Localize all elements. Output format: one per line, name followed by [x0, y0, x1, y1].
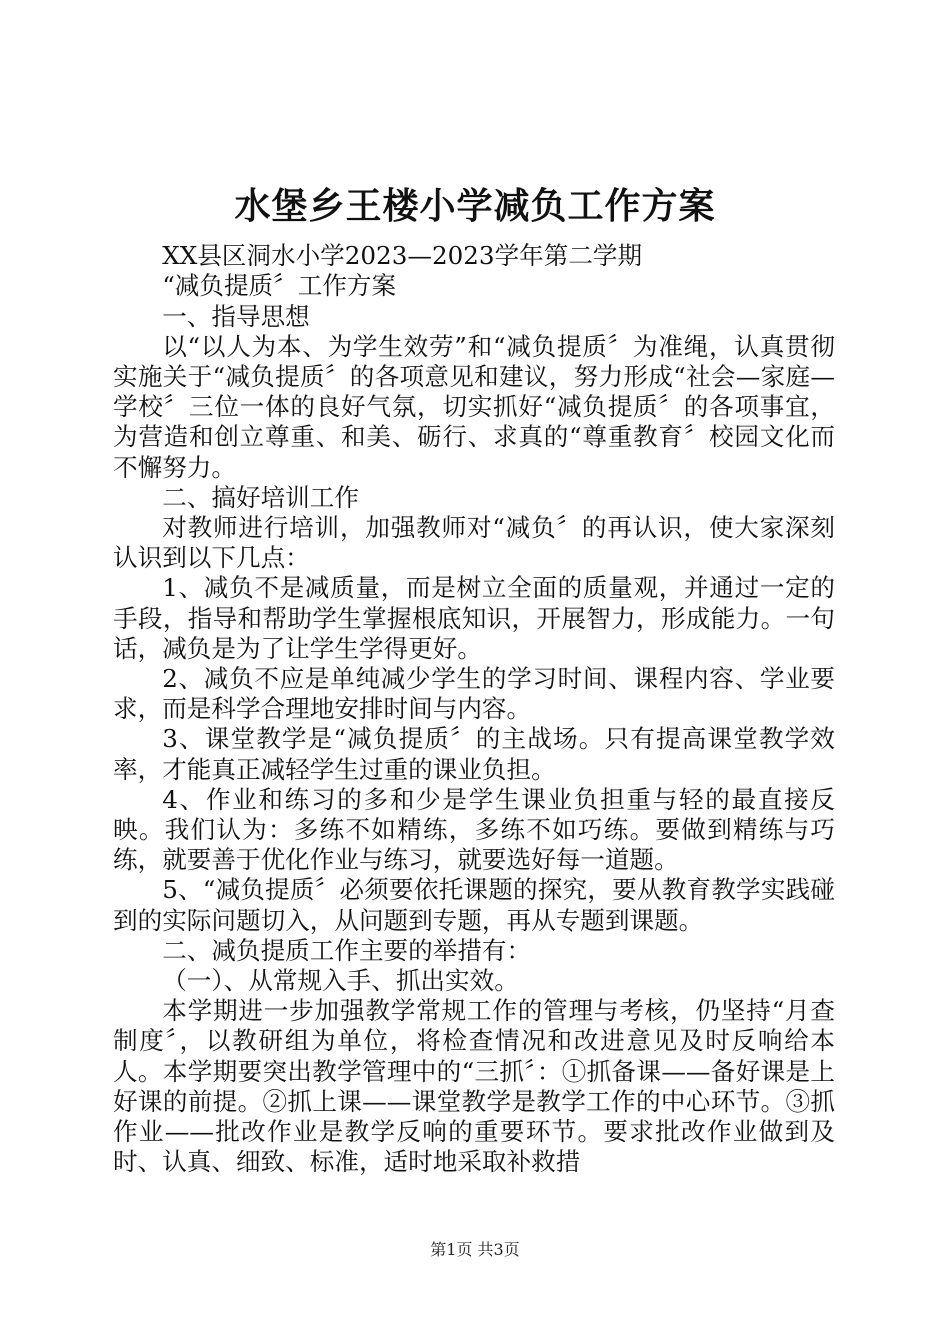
heading-guiding-ideology: 一、指导思想: [162, 301, 310, 331]
list-item-1: 1、减负不是减质量，而是树立全面的质量观，并通过一定的手段，指导和帮助学生掌握根底知识，开展智力，形成能力。一句话，减负是为了让学生学得更好。: [113, 573, 835, 663]
list-item-4: 4、作业和练习的多和少是学生课业负担重与轻的最直接反映。我们认为：多练不如精练，多练不如巧练。要做到精练与巧练，就要善于优化作业与练习，就要选好每一道题。: [113, 784, 835, 875]
heading-training: 二、搞好培训工作: [162, 482, 359, 512]
paragraph-plan-name: “减负提质〞工作方案: [162, 271, 397, 301]
heading-measures: 二、减负提质工作主要的举措有：: [162, 935, 532, 965]
paragraph-routine: 本学期进一步加强教学常规工作的管理与考核，仍坚持“月查制度〞，以教研组为单位，将检查情况和改进意见及时反响给本人。本学期要突出教学管理中的“三抓〞：①抓备课——备好课是上好课的前提。②抓上课——课堂教学是教学工作的中心环节。③抓作业——批改作业是教学反响的重要环节。要求批改作业做到及时、认真、细致、标准，适时地采取补救措: [113, 996, 835, 1177]
list-item-5: 5、“减负提质〞必须要依托课题的探究，要从教育教学实践碰到的实际问题切入，从问题到专题，再从专题到课题。: [113, 875, 835, 935]
paragraph-school-term: XX县区洞水小学2023—2023学年第二学期: [162, 241, 643, 271]
paragraph-guiding-ideology: 以“以人为本、为学生效劳”和“减负提质〞为准绳，认真贯彻实施关于“减负提质〞的各项意见和建议，努力形成“社会—家庭—学校〞三位一体的良好气氛，切实抓好“减负提质〞的各项事宜，为营造和创立尊重、和美、砺行、求真的“尊重教育〞校园文化而不懈努力。: [113, 331, 835, 482]
page-footer: 第1页 共3页: [430, 1240, 520, 1259]
document-title: 水堡乡王楼小学减负工作方案: [234, 186, 716, 227]
list-item-3: 3、课堂教学是“减负提质〞的主战场。只有提高课堂教学效率，才能真正减轻学生过重的课业负担。: [113, 724, 835, 784]
subheading-routine: （一）、从常规入手、抓出实效。: [162, 966, 519, 996]
blank-line: [113, 211, 835, 241]
document-body: [113, 211, 835, 1177]
list-item-2: 2、减负不应是单纯减少学生的学习时间、课程内容、学业要求，而是科学合理地安排时间与内容。: [113, 664, 835, 724]
paragraph-training-intro: 对教师进行培训，加强教师对“减负〞的再认识，使大家深刻认识到以下几点：: [113, 513, 835, 573]
